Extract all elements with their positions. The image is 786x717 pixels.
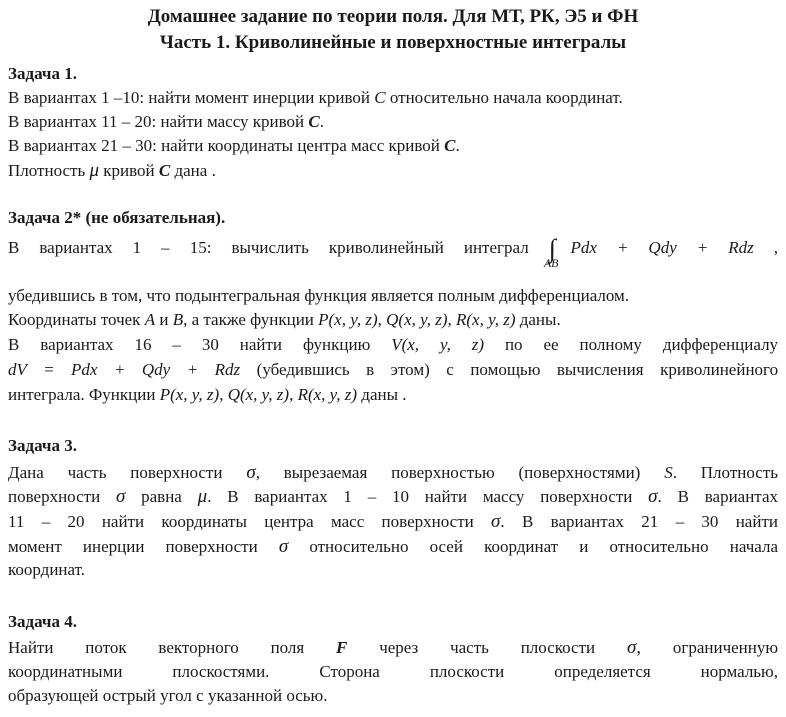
line-integral [543,234,754,270]
task2-line2: убедившись в том, что подынтегральная функция является полным дифференциалом. [8,286,630,305]
text: и [155,310,173,329]
text: . В вариантах 1 – 10 найти массу поверхности [207,487,649,506]
word: вычислить [231,238,309,257]
text: , вырезаемая поверхностью (поверхностями) [255,463,665,482]
word: вариантах [39,238,113,257]
text: Плотность [8,161,90,180]
function-P: P(x, y, z) [159,385,220,404]
text: . В вариантах 21 – 30 найти [500,512,778,531]
task3-line4 [8,536,778,558]
task3-line2 [8,486,778,508]
word: найти [239,335,283,354]
task4-line3: образующей острый угол с указанной осью. [8,686,328,705]
word: определяется [554,662,651,681]
word: вычисления [556,360,644,379]
document-subtitle: Часть 1. Криволинейные и поверхностные интегралы [159,32,627,53]
task2-line4 [8,335,778,355]
integral-subscript: AB [543,256,559,270]
surface-var: S [664,463,673,482]
word: полному [579,335,642,354]
sigma-symbol: σ, [626,637,642,658]
word: 30 [201,335,219,354]
task2-line1 [8,234,779,270]
word: (убедившись [256,360,350,379]
word: ограниченную [672,638,779,657]
word: – [172,335,181,354]
text: , [773,238,779,257]
word: криволинейного [660,360,779,379]
task1-line3 [8,136,460,156]
text: даны. [515,310,561,329]
function-R: R(x, y, z) [297,385,358,404]
document-title: Домашнее задание по теории поля. Для МТ, РК, Э5 и ФН [147,6,639,27]
function-P: P(x, y, z) [318,310,378,329]
task4-line2 [8,662,778,682]
sigma-symbol: σ [648,486,658,507]
density-symbol: μ [197,486,208,507]
sigma-symbol: σ [115,486,126,507]
text: дана . [170,161,216,180]
word: ее [543,335,559,354]
text: Дана часть поверхности [8,463,247,482]
text: . [319,112,324,131]
text: В вариантах 1 –10: найти момент инерции кривой [8,88,375,107]
task1-line4 [8,160,216,182]
text: интеграла. Функции [8,385,160,404]
word: часть [450,638,489,657]
curve-var: C [444,136,456,155]
point-var: B [172,310,184,329]
differential-expr: dV = Pdx + Qdy + Rdz [8,360,241,379]
task1-heading: Задача 1. [8,64,77,83]
curve-var: C [308,112,320,131]
task1-line1 [8,88,623,108]
word: интеграл [463,238,529,257]
word: В [8,238,20,257]
text: поверхности [8,487,116,506]
text: Координаты точек [8,310,145,329]
text: кривой [99,161,159,180]
word: криволинейный [328,238,444,257]
word: этом) [390,360,430,379]
task2-line6: интеграла. Функции P(x, y, z), Q(x, y, z), R(x, y, z) даны . [8,385,407,404]
word: функцию [302,335,371,354]
word: вариантах [40,335,114,354]
sigma-symbol: σ [491,511,501,532]
task3-line5: координат. [8,560,86,579]
text: равна [125,487,198,506]
function-R: R(x, y, z) [456,310,516,329]
word: поля [270,638,305,657]
word: Сторона [319,662,380,681]
word: – [161,238,170,257]
text: В вариантах 21 – 30: найти координаты центра масс кривой [8,136,445,155]
density-symbol: μ [89,160,100,181]
integral-sign: ∫ [548,234,556,263]
word: нормалью, [700,662,779,681]
word: помощью [470,360,541,379]
vector-field-var: F [336,638,348,657]
word: 16 [134,335,152,354]
sigma-symbol: σ [246,462,256,483]
task4-line1 [8,637,778,659]
integrand: Pdx + Qdy + Rdz [570,238,754,257]
task1-line2 [8,112,324,132]
text: В вариантах 11 – 20: найти массу кривой [8,112,309,131]
task2-heading: Задача 2* (не обязательная). [8,208,226,227]
text: момент инерции поверхности [8,537,279,556]
word: 15: [189,238,212,257]
word: через [379,638,419,657]
point-var: A [144,310,156,329]
word: плоскости [520,638,596,657]
task3-line3 [8,511,778,533]
task3-heading: Задача 3. [8,436,77,455]
word: плоскости [429,662,505,681]
text: даны . [357,385,407,404]
text: относительно осей координат и относительно начала [288,537,778,556]
word: плоскостями. [172,662,270,681]
curve-var: C [158,161,171,180]
task4-heading: Задача 4. [8,612,77,631]
word: координатными [8,662,123,681]
word: с [446,360,454,379]
word: поток [85,638,127,657]
function-Q: Q(x, y, z) [386,310,448,329]
word: векторного [158,638,239,657]
word: дифференциалу [662,335,779,354]
text: , а также функции [183,310,319,329]
word: 1 [132,238,142,257]
task3-line1 [8,462,778,484]
function-V: V(x, y, z) [391,335,485,354]
text: . [455,136,460,155]
function-Q: Q(x, y, z) [227,385,290,404]
word: по [504,335,523,354]
sigma-symbol: σ [278,536,289,557]
text: . Плотность [672,463,778,482]
word: Найти [8,638,54,657]
text: 11 – 20 найти координаты центра масс поверхности [8,512,492,531]
task2-line3: Координаты точек A и B, а также функции P(x, y, z), Q(x, y, z), R(x, y, z) даны. [8,310,561,329]
word: в [366,360,375,379]
curve-var: C [374,88,386,107]
text: относительно начала координат. [385,88,623,107]
text: . В вариантах [657,487,778,506]
word: В [8,335,20,354]
task2-line5 [8,360,778,380]
